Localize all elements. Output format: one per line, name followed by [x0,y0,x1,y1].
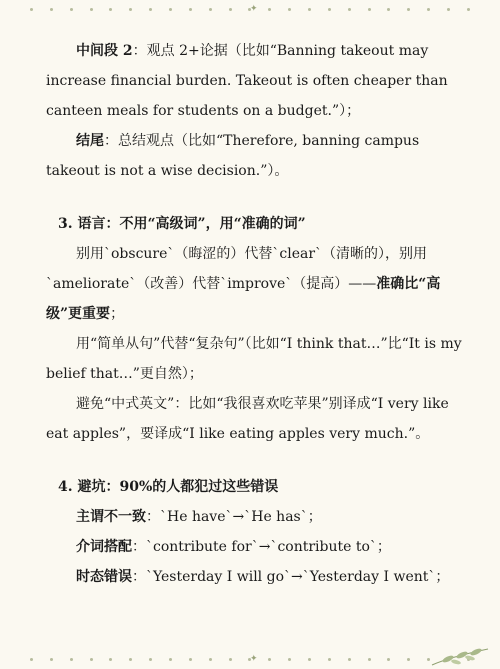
top-star-icon: ✦ [250,4,258,14]
language-paragraph-2: 用“简单从句”代替“复杂句”（比如“I think that…”比“It is my belief that…”更自然）； [46,336,462,382]
language-p1-end: ； [110,306,125,322]
middle-2-text: ：观点 2+论据（比如“Banning takeout may increase financial burden. Takeout is often cheaper than canteen meals for students on a budget.”）； [46,43,448,119]
pitfall-text: ：`Yesterday I will go`→`Yesterday I went`； [132,569,450,585]
pitfall-item [46,562,474,592]
pitfall-text: ：`He have`→`He has`； [146,509,322,525]
language-paragraph-1 [46,239,474,329]
bottom-star-icon: ✦ [250,654,258,664]
pitfall-label: 时态错误 [76,569,132,585]
ending-text: ：总结观点（比如“Therefore, banning campus takeout is not a wise decision.”）。 [46,133,420,179]
pitfall-item [46,502,474,532]
pitfall-label: 主谓不一致 [76,509,146,525]
pitfall-text: ：`contribute for`→`contribute to`； [132,539,391,555]
pitfall-label: 介词搭配 [76,539,132,555]
language-p1-bold: 准确比“高级”更重要 [46,276,441,322]
pitfall-heading: 4. 避坑：90%的人都犯过这些错误 [58,479,279,495]
language-heading: 3. 语言：不用“高级词”，用“准确的词” [58,216,306,232]
language-paragraph-3: 避免“中式英文”：比如“我很喜欢吃苹果”别译成“I very like eat apples”，要译成“I like eating apples very much.”。 [46,396,449,442]
leaf-decoration-icon [430,645,490,667]
ending-label: 结尾 [76,133,104,149]
document-content [46,36,474,592]
pitfall-item [46,532,474,562]
middle-2-label: 中间段 2 [76,43,133,59]
paragraph-middle-2 [46,36,474,126]
language-p1-text: 别用`obscure`（晦涩的）代替`clear`（清晰的），别用`ameliorate`（改善）代替`improve`（提高）—— [46,246,428,292]
paragraph-ending [46,126,474,186]
